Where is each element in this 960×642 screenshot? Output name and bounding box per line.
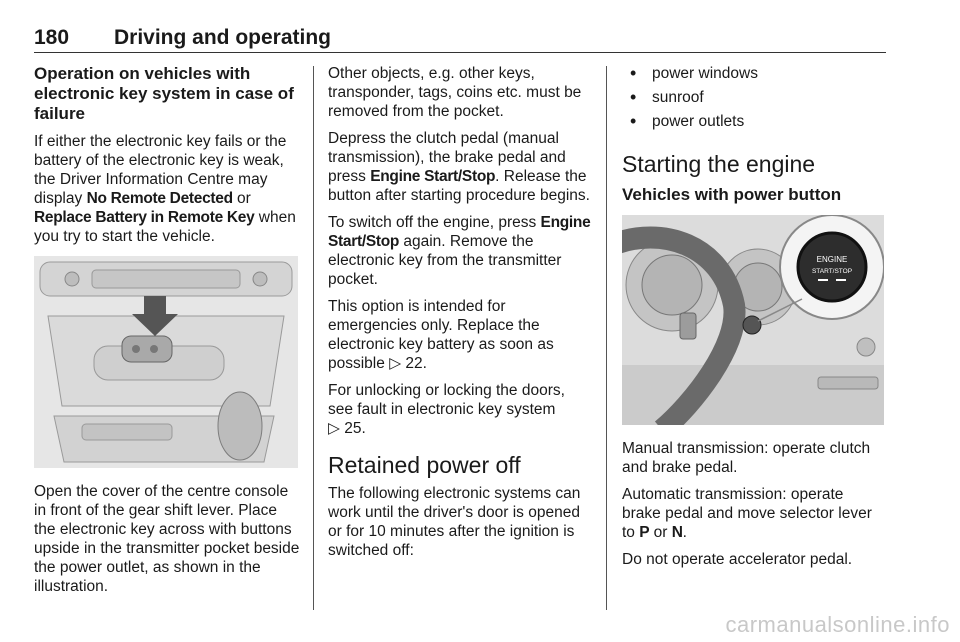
- power-button-subheading: Vehicles with power button: [622, 185, 842, 204]
- centre-console-illustration: [34, 256, 298, 468]
- page-ref-link[interactable]: 25: [344, 420, 362, 437]
- section-title: Driving and operating: [114, 26, 332, 49]
- engine-start-stop-label: Engine Start/Stop: [328, 214, 591, 250]
- switch-off-paragraph: To switch off the engine, press Engine Start/Stop again. Remove the electronic key from the transmitter pocket.: [328, 214, 591, 288]
- message-replace-battery: Replace Battery in Remote Key: [34, 209, 255, 226]
- page-header: [34, 26, 886, 53]
- page-ref-icon: ▷: [328, 420, 340, 437]
- retained-power-list: [622, 64, 886, 131]
- list-item: • sunroof: [622, 88, 886, 107]
- list-item: • power windows: [622, 64, 886, 83]
- failure-paragraph: If either the electronic key fails or the battery of the electronic key is weak, the Driver Information Centre may display No Remote Detected or Replace Battery in Remote Key when you try to start the vehicle.: [34, 133, 296, 245]
- emergency-paragraph: This option is intended for emergencies only. Replace the electronic key battery as soon as possible ▷ 22.: [328, 298, 554, 372]
- engine-button-text: ENGINE: [816, 255, 848, 264]
- column-divider-2: [606, 66, 607, 610]
- failure-heading: Operation on vehicles with electronic key system in case of failure: [34, 64, 294, 123]
- console-paragraph: Open the cover of the centre console in front of the gear shift lever. Place the electronic key across with buttons upside in the transmitter pocket beside the power outlet, as shown in the illustration.: [34, 483, 300, 595]
- page-ref-link[interactable]: 22: [405, 355, 423, 372]
- gear-p: P: [639, 524, 650, 541]
- doors-paragraph: For unlocking or locking the doors, see fault in electronic key system ▷ 25.: [328, 382, 565, 437]
- objects-paragraph: Other objects, e.g. other keys, transponder, tags, coins etc. must be removed from the pocket.: [328, 65, 582, 120]
- gear-n: N: [671, 524, 683, 541]
- message-no-remote: No Remote Detected: [86, 190, 233, 207]
- column-3: [622, 64, 886, 577]
- clutch-paragraph: Depress the clutch pedal (manual transmission), the brake pedal and press Engine Start/Stop. Release the button after starting procedure begins.: [328, 130, 590, 204]
- dashboard-illustration: [622, 215, 884, 425]
- retained-power-heading: Retained power off: [328, 452, 521, 478]
- retained-power-paragraph: The following electronic systems can work until the driver's door is opened or for 10 minutes after the ignition is switched off:: [328, 485, 581, 559]
- column-2: [328, 64, 594, 568]
- automatic-transmission-paragraph: Automatic transmission: operate brake pedal and move selector lever to P or N.: [622, 486, 872, 541]
- manual-transmission-paragraph: Manual transmission: operate clutch and brake pedal.: [622, 440, 871, 476]
- column-1: [34, 64, 302, 604]
- engine-start-stop-label: Engine Start/Stop: [370, 168, 496, 185]
- accelerator-paragraph: Do not operate accelerator pedal.: [622, 551, 853, 568]
- column-divider-1: [313, 66, 314, 610]
- page-ref-icon: ▷: [389, 355, 402, 372]
- page-number: 180: [34, 26, 70, 49]
- list-item: • power outlets: [622, 112, 886, 131]
- start-stop-button-text: START/STOP: [811, 268, 853, 275]
- starting-engine-heading: Starting the engine: [622, 151, 816, 177]
- watermark: carmanualsonline.info: [725, 612, 950, 637]
